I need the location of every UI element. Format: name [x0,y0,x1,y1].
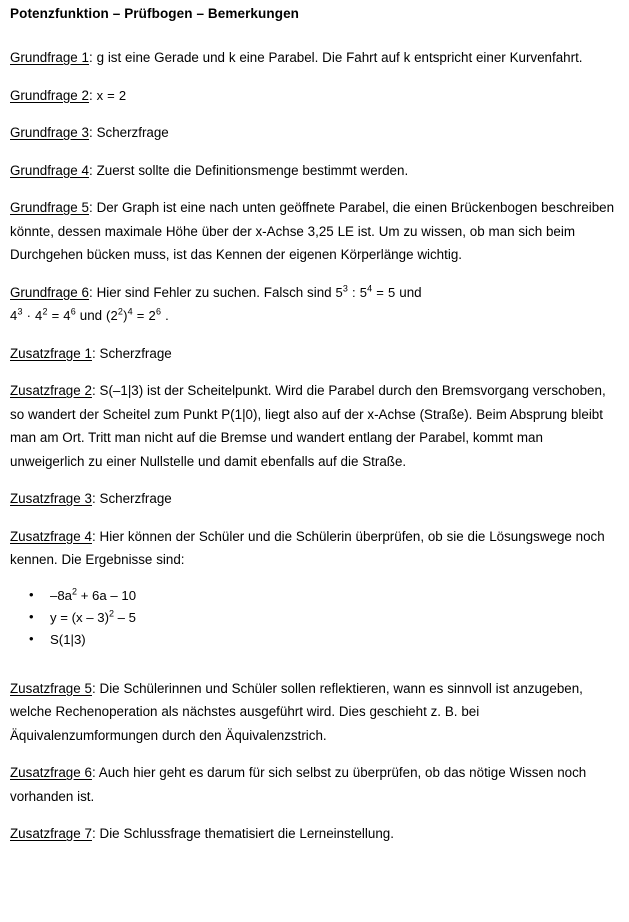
conjunction-2: und [75,308,106,323]
expr3-equals: = [132,308,149,323]
label-zusatzfrage-6: Zusatzfrage 6 [10,765,92,780]
expr3-outer-exp: 4 [127,306,133,317]
results-list [10,585,618,651]
remark-zusatzfrage-3 [10,487,618,511]
math-expression-2 [10,308,76,323]
expr3-open-paren: ( [105,308,111,323]
result-2-suffix: – 5 [114,609,137,625]
math-expression-3 [106,308,169,323]
result-1-exponent: 2 [72,586,78,597]
expr1-exp2: 4 [367,283,373,294]
expr2-result-base: 4 [63,308,71,323]
text-grundfrage-6: Hier sind Fehler zu suchen. Falsch sind [96,284,336,300]
expr1-exp1: 3 [342,283,349,294]
separator-zusatzfrage-4: : [91,528,100,544]
text-grundfrage-1: g ist eine Gerade und k eine Parabel. Die Fahrt auf k entspricht einer Kurvenfahrt. [96,50,583,65]
result-1-suffix: + 6a – 10 [77,587,137,603]
text-zusatzfrage-5: Die Schülerinnen und Schüler sollen reflektieren, wann es sinnvoll ist anzugeben, welche Rechenoperation als nächstes ausgeführt wird. Dies geschieht z. B. bei Äquivalenzumformungen durch den Äquivalenzstrich. [10,680,583,743]
page-title: Potenzfunktion – Prüfbogen – Bemerkungen [10,6,300,21]
list-item [10,629,618,651]
expr2-equals: = [47,308,64,323]
separator-grundfrage-3: : [89,125,97,140]
expr1-base1: 5 [335,284,343,300]
list-item [10,585,618,607]
remark-grundfrage-4 [10,159,618,183]
expr2-exp2: 2 [42,306,48,317]
remark-grundfrage-6 [10,281,618,328]
expr2-result-exp: 6 [70,306,76,317]
expr2-base2: 4 [35,308,43,323]
remark-zusatzfrage-2 [10,379,618,473]
remark-zusatzfrage-4 [10,525,618,572]
remark-grundfrage-5 [10,196,618,267]
list-bottom-spacer [10,651,618,677]
expr3-close-paren: ) [123,308,128,323]
label-grundfrage-5: Grundfrage 5 [10,200,90,215]
label-zusatzfrage-5: Zusatzfrage 5 [10,680,92,696]
separator-grundfrage-6: : [89,284,97,300]
remark-grundfrage-3 [10,121,618,145]
text-grundfrage-5: Der Graph ist eine nach unten geöffnete Parabel, die einen Brückenbogen beschreiben könnte, dessen maximale Höhe über der x-Achse 3,25 LE ist. Um zu wissen, ob man sich beim Durchgehen bücken muss, ist das Kennen der eigenen Körperlänge wichtig. [10,200,615,262]
list-item [10,607,618,629]
result-3-prefix: S(1|3) [50,631,86,647]
expr1-operator: : [348,284,360,300]
separator-zusatzfrage-3: : [91,491,100,506]
label-zusatzfrage-3: Zusatzfrage 3 [10,491,92,506]
expr3-result-base: 2 [148,308,156,323]
text-zusatzfrage-7: Die Schlussfrage thematisiert die Lerneinstellung. [99,826,394,841]
separator-grundfrage-1: : [89,50,97,65]
label-grundfrage-6: Grundfrage 6 [10,284,90,300]
math-expression-1 [335,285,395,300]
remark-zusatzfrage-7 [10,822,618,846]
result-2-prefix: y = (x – 3) [50,609,109,625]
remark-zusatzfrage-5 [10,677,618,748]
separator-zusatzfrage-1: : [91,345,100,361]
remark-grundfrage-2 [10,84,618,108]
label-zusatzfrage-7: Zusatzfrage 7 [10,826,92,841]
label-grundfrage-1: Grundfrage 1 [10,50,90,65]
expr1-result: = 5 [372,284,396,300]
result-1-prefix: –8a [50,587,73,603]
label-zusatzfrage-2: Zusatzfrage 2 [10,383,92,398]
label-zusatzfrage-4: Zusatzfrage 4 [10,528,92,544]
label-grundfrage-2: Grundfrage 2 [10,87,90,103]
remark-zusatzfrage-1 [10,342,618,366]
text-zusatzfrage-6: Auch hier geht es darum für sich selbst zu überprüfen, ob das nötige Wissen noch vorhanden ist. [10,765,587,804]
expr3-base: 2 [110,308,118,323]
text-zusatzfrage-1: Scherzfrage [99,345,172,361]
expr2-operator: · [22,308,36,323]
expr3-period: . [161,308,169,323]
text-zusatzfrage-3: Scherzfrage [99,491,172,506]
result-2-exponent: 2 [109,608,115,619]
document-body [10,46,618,860]
separator-grundfrage-5: : [89,200,97,215]
text-zusatzfrage-2: S(–1|3) ist der Scheitelpunkt. Wird die Parabel durch den Bremsvorgang verschoben, so wandert der Scheitel zum Punkt P(1|0), liegt also auf der x-Achse (Straße). Beim Absprung bleibt man am Ort. Tritt man nicht auf die Bremse und wandert entlang der Parabel, kommt man unweigerlich zu einer Nullstelle und damit ebenfalls auf die Straße. [10,383,606,469]
expr2-base1: 4 [10,308,18,323]
separator-zusatzfrage-7: : [91,826,100,841]
expr3-inner-exp: 2 [117,306,124,317]
separator-grundfrage-2: : [89,87,97,103]
separator-zusatzfrage-5: : [91,680,100,696]
text-grundfrage-2: x = 2 [96,87,127,103]
label-grundfrage-4: Grundfrage 4 [10,162,90,178]
expr1-base2: 5 [359,284,368,300]
expr3-result-exp: 6 [155,306,162,317]
remark-grundfrage-1 [10,46,618,70]
separator-zusatzfrage-6: : [91,765,99,780]
label-zusatzfrage-1: Zusatzfrage 1 [10,345,92,361]
separator-grundfrage-4: : [89,162,97,178]
remark-zusatzfrage-6 [10,761,618,808]
text-grundfrage-4: Zuerst sollte die Definitionsmenge bestimmt werden. [96,162,409,178]
text-grundfrage-3: Scherzfrage [96,125,169,140]
label-grundfrage-3: Grundfrage 3 [10,125,90,140]
expr2-exp1: 3 [17,306,23,317]
text-zusatzfrage-4: Hier können der Schüler und die Schülerin überprüfen, ob sie die Lösungswege noch kennen. Die Ergebnisse sind: [10,528,605,567]
separator-zusatzfrage-2: : [91,383,100,398]
conjunction-1: und [395,284,422,300]
